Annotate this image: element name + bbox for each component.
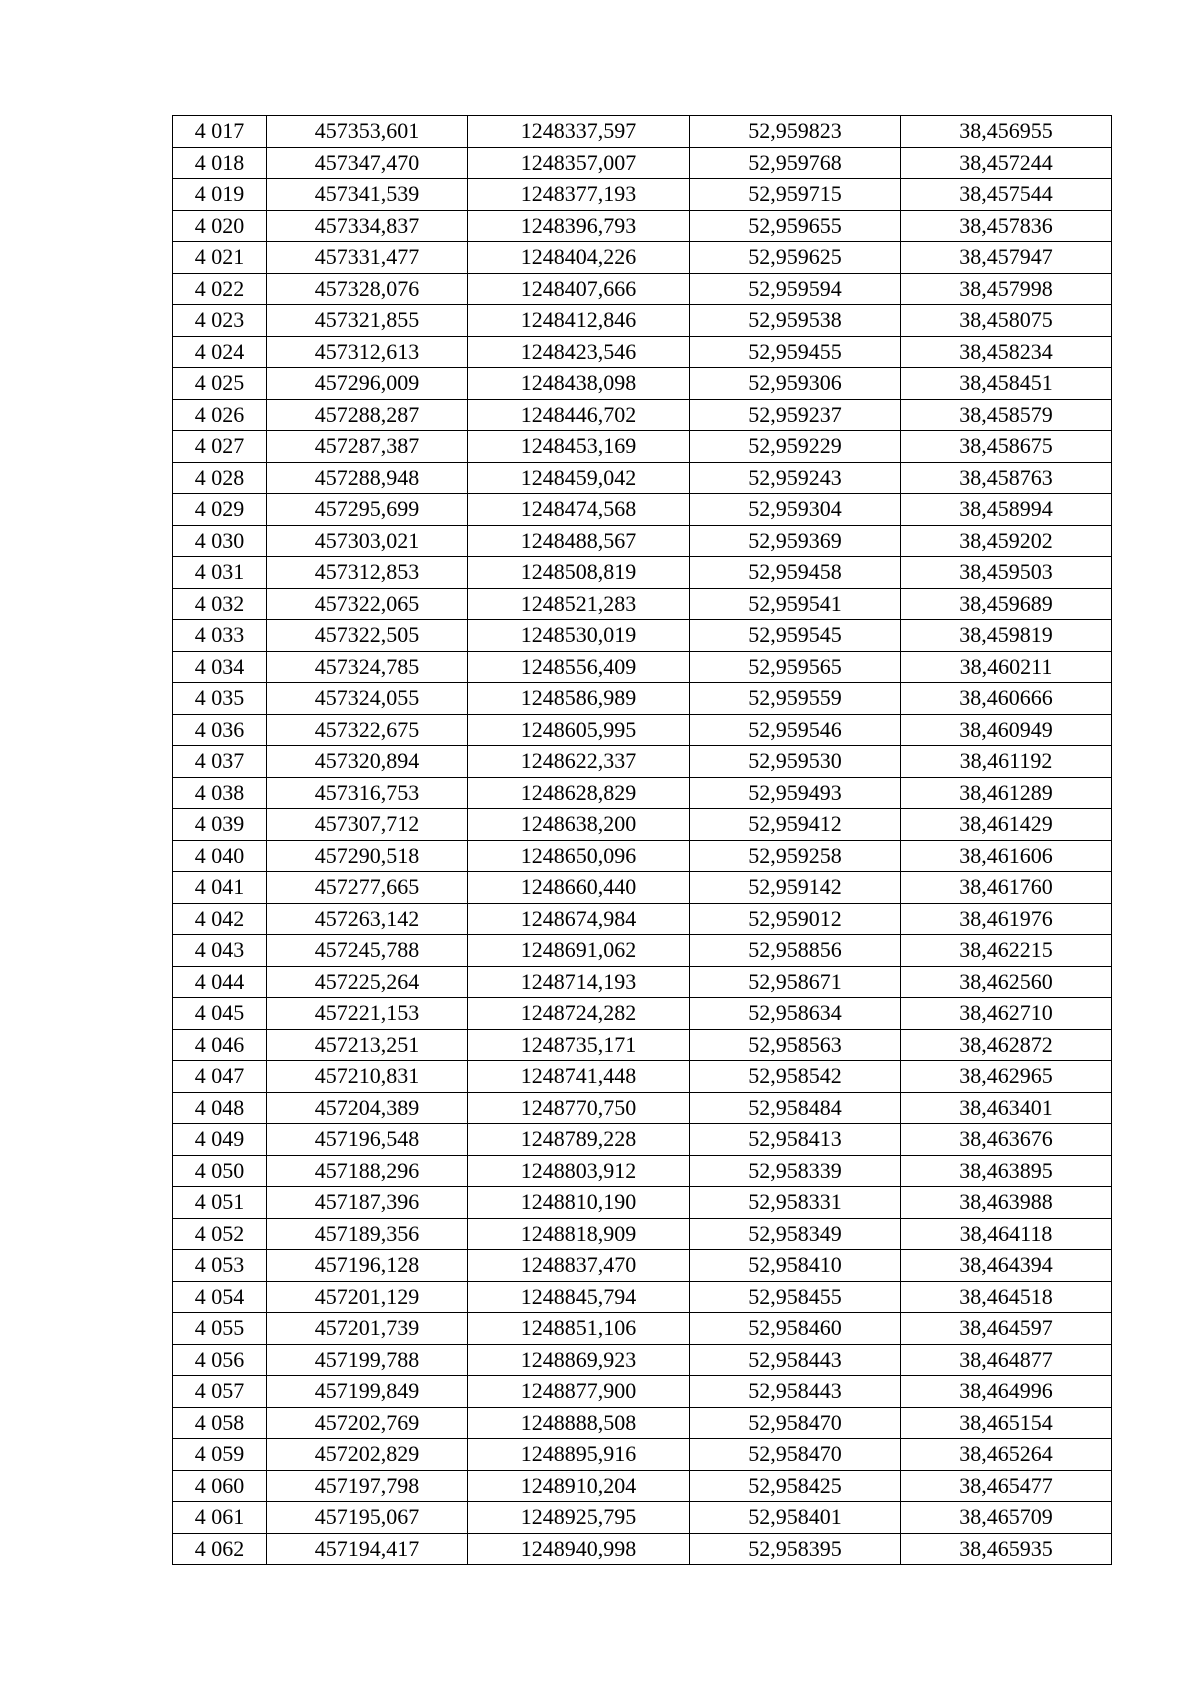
table-row [173, 1155, 1112, 1187]
y-coordinate-cell: 1248724,282 [468, 998, 690, 1030]
latitude-cell: 52,959594 [690, 273, 901, 305]
x-coordinate-cell: 457196,548 [267, 1124, 468, 1156]
y-coordinate-cell: 1248586,989 [468, 683, 690, 715]
y-coordinate-cell: 1248423,546 [468, 336, 690, 368]
x-coordinate-cell: 457353,601 [267, 116, 468, 148]
latitude-cell: 52,958425 [690, 1470, 901, 1502]
table-row [173, 1470, 1112, 1502]
y-coordinate-cell: 1248869,923 [468, 1344, 690, 1376]
longitude-cell: 38,465154 [901, 1407, 1112, 1439]
longitude-cell: 38,461606 [901, 840, 1112, 872]
longitude-cell: 38,465264 [901, 1439, 1112, 1471]
latitude-cell: 52,959565 [690, 651, 901, 683]
longitude-cell: 38,460949 [901, 714, 1112, 746]
point-number-cell: 4 050 [173, 1155, 267, 1187]
latitude-cell: 52,959538 [690, 305, 901, 337]
latitude-cell: 52,958443 [690, 1376, 901, 1408]
y-coordinate-cell: 1248337,597 [468, 116, 690, 148]
table-row [173, 1344, 1112, 1376]
y-coordinate-cell: 1248396,793 [468, 210, 690, 242]
y-coordinate-cell: 1248845,794 [468, 1281, 690, 1313]
y-coordinate-cell: 1248605,995 [468, 714, 690, 746]
point-number-cell: 4 048 [173, 1092, 267, 1124]
latitude-cell: 52,958410 [690, 1250, 901, 1282]
point-number-cell: 4 061 [173, 1502, 267, 1534]
point-number-cell: 4 041 [173, 872, 267, 904]
point-number-cell: 4 046 [173, 1029, 267, 1061]
latitude-cell: 52,959142 [690, 872, 901, 904]
x-coordinate-cell: 457331,477 [267, 242, 468, 274]
y-coordinate-cell: 1248628,829 [468, 777, 690, 809]
latitude-cell: 52,958401 [690, 1502, 901, 1534]
longitude-cell: 38,465709 [901, 1502, 1112, 1534]
table-row [173, 179, 1112, 211]
point-number-cell: 4 047 [173, 1061, 267, 1093]
latitude-cell: 52,958443 [690, 1344, 901, 1376]
table-row [173, 399, 1112, 431]
latitude-cell: 52,958542 [690, 1061, 901, 1093]
x-coordinate-cell: 457225,264 [267, 966, 468, 998]
y-coordinate-cell: 1248459,042 [468, 462, 690, 494]
x-coordinate-cell: 457320,894 [267, 746, 468, 778]
longitude-cell: 38,464877 [901, 1344, 1112, 1376]
latitude-cell: 52,958484 [690, 1092, 901, 1124]
longitude-cell: 38,462215 [901, 935, 1112, 967]
point-number-cell: 4 042 [173, 903, 267, 935]
y-coordinate-cell: 1248412,846 [468, 305, 690, 337]
table-row [173, 242, 1112, 274]
longitude-cell: 38,459689 [901, 588, 1112, 620]
longitude-cell: 38,457998 [901, 273, 1112, 305]
x-coordinate-cell: 457189,356 [267, 1218, 468, 1250]
y-coordinate-cell: 1248530,019 [468, 620, 690, 652]
point-number-cell: 4 045 [173, 998, 267, 1030]
point-number-cell: 4 023 [173, 305, 267, 337]
latitude-cell: 52,959243 [690, 462, 901, 494]
table-row [173, 431, 1112, 463]
longitude-cell: 38,458075 [901, 305, 1112, 337]
table-row [173, 903, 1112, 935]
table-row [173, 1061, 1112, 1093]
table-row [173, 588, 1112, 620]
longitude-cell: 38,461192 [901, 746, 1112, 778]
x-coordinate-cell: 457195,067 [267, 1502, 468, 1534]
x-coordinate-cell: 457322,505 [267, 620, 468, 652]
latitude-cell: 52,958856 [690, 935, 901, 967]
point-number-cell: 4 055 [173, 1313, 267, 1345]
y-coordinate-cell: 1248735,171 [468, 1029, 690, 1061]
x-coordinate-cell: 457324,785 [267, 651, 468, 683]
longitude-cell: 38,463895 [901, 1155, 1112, 1187]
table-row [173, 525, 1112, 557]
point-number-cell: 4 056 [173, 1344, 267, 1376]
latitude-cell: 52,959715 [690, 179, 901, 211]
table-row [173, 1029, 1112, 1061]
longitude-cell: 38,465477 [901, 1470, 1112, 1502]
longitude-cell: 38,458763 [901, 462, 1112, 494]
point-number-cell: 4 038 [173, 777, 267, 809]
point-number-cell: 4 059 [173, 1439, 267, 1471]
x-coordinate-cell: 457197,798 [267, 1470, 468, 1502]
longitude-cell: 38,461429 [901, 809, 1112, 841]
x-coordinate-cell: 457295,699 [267, 494, 468, 526]
latitude-cell: 52,958339 [690, 1155, 901, 1187]
longitude-cell: 38,464597 [901, 1313, 1112, 1345]
latitude-cell: 52,959258 [690, 840, 901, 872]
latitude-cell: 52,959012 [690, 903, 901, 935]
point-number-cell: 4 062 [173, 1533, 267, 1565]
y-coordinate-cell: 1248521,283 [468, 588, 690, 620]
longitude-cell: 38,462872 [901, 1029, 1112, 1061]
point-number-cell: 4 024 [173, 336, 267, 368]
x-coordinate-cell: 457303,021 [267, 525, 468, 557]
latitude-cell: 52,959530 [690, 746, 901, 778]
latitude-cell: 52,959768 [690, 147, 901, 179]
latitude-cell: 52,958349 [690, 1218, 901, 1250]
x-coordinate-cell: 457245,788 [267, 935, 468, 967]
point-number-cell: 4 026 [173, 399, 267, 431]
latitude-cell: 52,958470 [690, 1439, 901, 1471]
point-number-cell: 4 049 [173, 1124, 267, 1156]
longitude-cell: 38,463988 [901, 1187, 1112, 1219]
x-coordinate-cell: 457322,065 [267, 588, 468, 620]
table-row [173, 273, 1112, 305]
point-number-cell: 4 039 [173, 809, 267, 841]
table-row [173, 336, 1112, 368]
y-coordinate-cell: 1248877,900 [468, 1376, 690, 1408]
x-coordinate-cell: 457196,128 [267, 1250, 468, 1282]
table-row [173, 494, 1112, 526]
latitude-cell: 52,958331 [690, 1187, 901, 1219]
longitude-cell: 38,462710 [901, 998, 1112, 1030]
point-number-cell: 4 043 [173, 935, 267, 967]
point-number-cell: 4 060 [173, 1470, 267, 1502]
table-row [173, 840, 1112, 872]
y-coordinate-cell: 1248404,226 [468, 242, 690, 274]
y-coordinate-cell: 1248638,200 [468, 809, 690, 841]
latitude-cell: 52,958455 [690, 1281, 901, 1313]
point-number-cell: 4 019 [173, 179, 267, 211]
point-number-cell: 4 018 [173, 147, 267, 179]
table-row [173, 1250, 1112, 1282]
y-coordinate-cell: 1248940,998 [468, 1533, 690, 1565]
longitude-cell: 38,464996 [901, 1376, 1112, 1408]
latitude-cell: 52,958634 [690, 998, 901, 1030]
x-coordinate-cell: 457324,055 [267, 683, 468, 715]
y-coordinate-cell: 1248407,666 [468, 273, 690, 305]
latitude-cell: 52,959655 [690, 210, 901, 242]
longitude-cell: 38,457836 [901, 210, 1112, 242]
point-number-cell: 4 036 [173, 714, 267, 746]
y-coordinate-cell: 1248818,909 [468, 1218, 690, 1250]
point-number-cell: 4 035 [173, 683, 267, 715]
table-row [173, 998, 1112, 1030]
y-coordinate-cell: 1248660,440 [468, 872, 690, 904]
x-coordinate-cell: 457199,849 [267, 1376, 468, 1408]
x-coordinate-cell: 457334,837 [267, 210, 468, 242]
point-number-cell: 4 054 [173, 1281, 267, 1313]
point-number-cell: 4 030 [173, 525, 267, 557]
latitude-cell: 52,959412 [690, 809, 901, 841]
latitude-cell: 52,959625 [690, 242, 901, 274]
x-coordinate-cell: 457290,518 [267, 840, 468, 872]
point-number-cell: 4 057 [173, 1376, 267, 1408]
y-coordinate-cell: 1248622,337 [468, 746, 690, 778]
latitude-cell: 52,959237 [690, 399, 901, 431]
longitude-cell: 38,458675 [901, 431, 1112, 463]
point-number-cell: 4 031 [173, 557, 267, 589]
point-number-cell: 4 028 [173, 462, 267, 494]
x-coordinate-cell: 457201,129 [267, 1281, 468, 1313]
table-row [173, 210, 1112, 242]
x-coordinate-cell: 457296,009 [267, 368, 468, 400]
point-number-cell: 4 044 [173, 966, 267, 998]
x-coordinate-cell: 457202,829 [267, 1439, 468, 1471]
longitude-cell: 38,463676 [901, 1124, 1112, 1156]
table-row [173, 1218, 1112, 1250]
table-row [173, 714, 1112, 746]
y-coordinate-cell: 1248556,409 [468, 651, 690, 683]
x-coordinate-cell: 457316,753 [267, 777, 468, 809]
x-coordinate-cell: 457307,712 [267, 809, 468, 841]
longitude-cell: 38,457947 [901, 242, 1112, 274]
y-coordinate-cell: 1248357,007 [468, 147, 690, 179]
longitude-cell: 38,457244 [901, 147, 1112, 179]
point-number-cell: 4 058 [173, 1407, 267, 1439]
x-coordinate-cell: 457210,831 [267, 1061, 468, 1093]
x-coordinate-cell: 457187,396 [267, 1187, 468, 1219]
point-number-cell: 4 033 [173, 620, 267, 652]
table-row [173, 462, 1112, 494]
point-number-cell: 4 022 [173, 273, 267, 305]
point-number-cell: 4 040 [173, 840, 267, 872]
table-row [173, 1281, 1112, 1313]
y-coordinate-cell: 1248446,702 [468, 399, 690, 431]
x-coordinate-cell: 457213,251 [267, 1029, 468, 1061]
table-row [173, 777, 1112, 809]
table-row [173, 116, 1112, 148]
latitude-cell: 52,959545 [690, 620, 901, 652]
latitude-cell: 52,959823 [690, 116, 901, 148]
x-coordinate-cell: 457341,539 [267, 179, 468, 211]
latitude-cell: 52,959304 [690, 494, 901, 526]
y-coordinate-cell: 1248803,912 [468, 1155, 690, 1187]
longitude-cell: 38,459819 [901, 620, 1112, 652]
table-row [173, 1439, 1112, 1471]
y-coordinate-cell: 1248474,568 [468, 494, 690, 526]
latitude-cell: 52,959229 [690, 431, 901, 463]
point-number-cell: 4 051 [173, 1187, 267, 1219]
table-row [173, 147, 1112, 179]
x-coordinate-cell: 457263,142 [267, 903, 468, 935]
longitude-cell: 38,460666 [901, 683, 1112, 715]
x-coordinate-cell: 457288,287 [267, 399, 468, 431]
point-number-cell: 4 017 [173, 116, 267, 148]
latitude-cell: 52,958563 [690, 1029, 901, 1061]
longitude-cell: 38,461760 [901, 872, 1112, 904]
longitude-cell: 38,464118 [901, 1218, 1112, 1250]
y-coordinate-cell: 1248789,228 [468, 1124, 690, 1156]
point-number-cell: 4 037 [173, 746, 267, 778]
y-coordinate-cell: 1248453,169 [468, 431, 690, 463]
point-number-cell: 4 034 [173, 651, 267, 683]
point-number-cell: 4 029 [173, 494, 267, 526]
point-number-cell: 4 025 [173, 368, 267, 400]
longitude-cell: 38,463401 [901, 1092, 1112, 1124]
longitude-cell: 38,458579 [901, 399, 1112, 431]
table-row [173, 872, 1112, 904]
x-coordinate-cell: 457288,948 [267, 462, 468, 494]
y-coordinate-cell: 1248770,750 [468, 1092, 690, 1124]
x-coordinate-cell: 457194,417 [267, 1533, 468, 1565]
table-row [173, 1187, 1112, 1219]
latitude-cell: 52,958413 [690, 1124, 901, 1156]
table-row [173, 620, 1112, 652]
table-row [173, 1092, 1112, 1124]
longitude-cell: 38,462965 [901, 1061, 1112, 1093]
longitude-cell: 38,458451 [901, 368, 1112, 400]
y-coordinate-cell: 1248741,448 [468, 1061, 690, 1093]
longitude-cell: 38,461289 [901, 777, 1112, 809]
longitude-cell: 38,457544 [901, 179, 1112, 211]
point-number-cell: 4 052 [173, 1218, 267, 1250]
y-coordinate-cell: 1248851,106 [468, 1313, 690, 1345]
latitude-cell: 52,958671 [690, 966, 901, 998]
latitude-cell: 52,959455 [690, 336, 901, 368]
x-coordinate-cell: 457347,470 [267, 147, 468, 179]
x-coordinate-cell: 457328,076 [267, 273, 468, 305]
y-coordinate-cell: 1248674,984 [468, 903, 690, 935]
table-row [173, 557, 1112, 589]
x-coordinate-cell: 457312,853 [267, 557, 468, 589]
table-row [173, 368, 1112, 400]
y-coordinate-cell: 1248888,508 [468, 1407, 690, 1439]
latitude-cell: 52,958470 [690, 1407, 901, 1439]
longitude-cell: 38,458994 [901, 494, 1112, 526]
latitude-cell: 52,959541 [690, 588, 901, 620]
x-coordinate-cell: 457188,296 [267, 1155, 468, 1187]
coordinates-table [172, 115, 1112, 1565]
longitude-cell: 38,464518 [901, 1281, 1112, 1313]
table-row [173, 305, 1112, 337]
longitude-cell: 38,460211 [901, 651, 1112, 683]
x-coordinate-cell: 457201,739 [267, 1313, 468, 1345]
longitude-cell: 38,456955 [901, 116, 1112, 148]
table-row [173, 966, 1112, 998]
y-coordinate-cell: 1248488,567 [468, 525, 690, 557]
table-row [173, 746, 1112, 778]
longitude-cell: 38,464394 [901, 1250, 1112, 1282]
point-number-cell: 4 032 [173, 588, 267, 620]
latitude-cell: 52,958395 [690, 1533, 901, 1565]
x-coordinate-cell: 457322,675 [267, 714, 468, 746]
table-row [173, 1313, 1112, 1345]
point-number-cell: 4 021 [173, 242, 267, 274]
y-coordinate-cell: 1248837,470 [468, 1250, 690, 1282]
longitude-cell: 38,459503 [901, 557, 1112, 589]
table-row [173, 1502, 1112, 1534]
y-coordinate-cell: 1248895,916 [468, 1439, 690, 1471]
x-coordinate-cell: 457199,788 [267, 1344, 468, 1376]
point-number-cell: 4 020 [173, 210, 267, 242]
x-coordinate-cell: 457277,665 [267, 872, 468, 904]
latitude-cell: 52,959306 [690, 368, 901, 400]
x-coordinate-cell: 457204,389 [267, 1092, 468, 1124]
point-number-cell: 4 027 [173, 431, 267, 463]
latitude-cell: 52,959369 [690, 525, 901, 557]
longitude-cell: 38,459202 [901, 525, 1112, 557]
longitude-cell: 38,461976 [901, 903, 1112, 935]
latitude-cell: 52,958460 [690, 1313, 901, 1345]
table-row [173, 651, 1112, 683]
table-row [173, 1376, 1112, 1408]
y-coordinate-cell: 1248910,204 [468, 1470, 690, 1502]
y-coordinate-cell: 1248714,193 [468, 966, 690, 998]
x-coordinate-cell: 457312,613 [267, 336, 468, 368]
latitude-cell: 52,959546 [690, 714, 901, 746]
table-row [173, 1407, 1112, 1439]
table-row [173, 1124, 1112, 1156]
y-coordinate-cell: 1248508,819 [468, 557, 690, 589]
table-row [173, 935, 1112, 967]
table-row [173, 1533, 1112, 1565]
x-coordinate-cell: 457321,855 [267, 305, 468, 337]
y-coordinate-cell: 1248650,096 [468, 840, 690, 872]
point-number-cell: 4 053 [173, 1250, 267, 1282]
y-coordinate-cell: 1248377,193 [468, 179, 690, 211]
y-coordinate-cell: 1248810,190 [468, 1187, 690, 1219]
coordinates-table-body [173, 116, 1112, 1565]
longitude-cell: 38,462560 [901, 966, 1112, 998]
latitude-cell: 52,959493 [690, 777, 901, 809]
longitude-cell: 38,465935 [901, 1533, 1112, 1565]
x-coordinate-cell: 457202,769 [267, 1407, 468, 1439]
longitude-cell: 38,458234 [901, 336, 1112, 368]
latitude-cell: 52,959458 [690, 557, 901, 589]
y-coordinate-cell: 1248438,098 [468, 368, 690, 400]
table-row [173, 683, 1112, 715]
x-coordinate-cell: 457221,153 [267, 998, 468, 1030]
y-coordinate-cell: 1248691,062 [468, 935, 690, 967]
latitude-cell: 52,959559 [690, 683, 901, 715]
y-coordinate-cell: 1248925,795 [468, 1502, 690, 1534]
x-coordinate-cell: 457287,387 [267, 431, 468, 463]
table-row [173, 809, 1112, 841]
